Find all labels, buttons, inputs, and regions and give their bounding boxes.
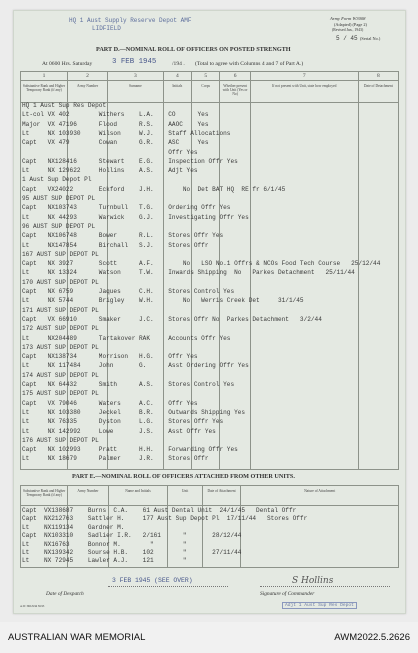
commander-signature: S Hollins	[292, 576, 334, 586]
part-e-title: PART E.—NOMINAL ROLL OF OFFICERS ATTACHED FROM OTHER UNITS.	[72, 473, 295, 480]
roll-entry-line: 95 AUST SUP DEPOT PL	[22, 195, 96, 202]
roll-entry-line: 171 AUST SUP DEPOT PL	[22, 306, 99, 314]
header-corps: Corps	[192, 81, 220, 103]
print-note: A.W. 30m 8/44 50/43	[20, 605, 45, 608]
despatch-date-line	[108, 586, 228, 587]
roll-entry-line: 1 Aust Sup Depot Pl	[22, 176, 92, 184]
header-army-number: Army Number	[68, 486, 108, 506]
header-army-number: Army Number	[68, 81, 108, 103]
roll-entry-line: Lt NX 5744 Brigley W.H. No Werris Creek Det 31/1/45	[22, 297, 304, 305]
roll-entry-line: HQ 1 Aust Sup Res Depot	[22, 102, 107, 109]
col-number: 5	[192, 72, 220, 81]
header-detachment-date: Date of Detachment	[358, 81, 398, 103]
part-d-subtitle-pre: At 0600 Hrs. Saturday	[42, 61, 93, 67]
roll-entry-line: 176 AUST SUP DEPOT PL	[22, 436, 99, 444]
adjt-stamp: Adjt 1 Aust Sup Res Depot	[282, 602, 357, 609]
roll-entry-line: Lt NX 129622 Hollins A.S. Adjt Yes	[22, 167, 198, 175]
roll-entry-line: Capt VX 66910 Smaker J.C. Stores Offr No Parkes Detachment 3/2/44	[22, 315, 322, 323]
roll-entry-line: Capt VX 479 Cowan G.R. ASC Yes	[22, 139, 209, 147]
roll-entry-line: Capt NX 102993 Pratt H.H. Forwarding Offr Yes	[22, 446, 238, 454]
col-number: 1	[21, 72, 68, 81]
form-number: Army Form W3008	[330, 16, 366, 21]
form-revised: (Revised Jan., 1943)	[332, 28, 364, 32]
roll-entry-line: Capt NX 6759 Jaques C.H. Stores Control Yes	[22, 288, 235, 295]
serial-label: (Serial No.)	[360, 36, 381, 41]
header-present: Whether present with Unit (Yes or No)	[220, 81, 250, 103]
col-number: 3	[108, 72, 164, 81]
roll-entry-line: Offr Yes	[22, 148, 198, 156]
attached-entry-line: Lt NX 72945 Lawler A.J. 121 "	[22, 557, 187, 565]
roll-entry-line: Capt NX128416 Stewart E.G. Inspection Offr Yes	[22, 157, 238, 165]
part-d-header-row	[21, 81, 399, 103]
part-d-column-numbers	[21, 72, 399, 81]
roll-entry-line: 172 AUST SUP DEPOT PL	[22, 325, 99, 333]
caption-right: AWM2022.5.2626	[334, 632, 410, 643]
roll-entry-line: Lt NX 103930 Wilson W.J. Staff Allocations	[22, 129, 231, 137]
col-number: 6	[220, 72, 250, 81]
roll-entry-line: Capt NX103743 Turnbull T.G. Ordering Offr Yes	[22, 204, 231, 212]
roll-entry-line: Lt NX 18679 Palmer J.R. Stores Offr	[22, 455, 209, 463]
signature-line	[260, 586, 390, 587]
roll-entry-line: 174 AUST SUP DEPOT PL	[22, 371, 99, 379]
attached-entry-line: Lt NX16763 Bonnor M. " "	[22, 540, 187, 548]
header-unit: Unit	[168, 486, 202, 506]
roll-entry-line: Lt NX 142992 Lowe J.S. Asst Offr Yes	[22, 427, 216, 435]
serial-number: 5 / 45	[336, 35, 358, 42]
header-rank: Substantive Rank and Higher Temporary Rank (if any)	[21, 81, 68, 103]
roll-entry-line: Lt NX 76335 Dyston L.G. Stores Offr Yes	[22, 418, 224, 426]
part-d-year: /194 .	[172, 61, 185, 67]
col-number: 4	[163, 72, 191, 81]
attached-entry-line: Capt NX103310 Sadlier I.R. 2/161 " 28/12/44	[22, 532, 242, 540]
attached-entry-line: Lt NX139342 Sourse H.B. 102 " 27/11/44	[22, 549, 242, 556]
header-initials: Initials	[163, 81, 191, 103]
signature-label: Signature of Commander	[260, 591, 315, 597]
col-number: 2	[68, 72, 108, 81]
part-e-header-row	[21, 486, 399, 506]
roll-entry-line: Capt VX 79046 Waters A.C. Offr Yes	[22, 399, 198, 407]
despatch-date-label: Date of Despatch	[46, 591, 84, 597]
roll-entry-line: Lt NX 103380 Jeckel B.R. Outwards Shipping Yes	[22, 408, 246, 416]
roll-entry-line: Capt VX24022 Eckford J.H. No Det BAT HQ RE fr 6/1/45	[22, 185, 286, 193]
header-employed: If not present with Unit, state how employed	[250, 81, 358, 103]
roll-entry-line: Major VX 47196 Flood R.S. AAOC Yes	[22, 120, 209, 128]
roll-entry-line: 96 AUST SUP DEPOT PL	[22, 222, 96, 230]
roll-entry-line: Lt NX 13324 Watson T.W. Inwards Shipping No Parkes Detachment 25/11/44	[22, 269, 355, 277]
caption-left: AUSTRALIAN WAR MEMORIAL	[8, 632, 146, 643]
roll-entry-line: 173 AUST SUP DEPOT PL	[22, 343, 99, 351]
header-attachment-date: Date of Attachment	[202, 486, 241, 506]
roll-entry-line: 175 AUST SUP DEPOT PL	[22, 390, 99, 398]
part-d-subtitle-post: (Total to agree with Columns 4 and 7 of Part A.)	[195, 61, 304, 67]
roll-entry-line: Capt NX138734 Morrison H.G. Offr Yes	[22, 353, 198, 361]
attached-entry-line: Lt NX119134 Gardner M.	[22, 523, 125, 531]
roll-entry-line: Lt NX 117484 John G. Asst Ordering Offr Yes	[22, 362, 249, 370]
form-adapted: (Adapted) (Page 2)	[334, 22, 367, 27]
roll-entry-line: Capt NX 3927 Scott A.F. No LSO No.1 Offrs & NCOs Food Tech Course 25/12/44	[22, 260, 381, 268]
header-attachment-nature: Nature of Attachment	[241, 486, 399, 506]
col-number: 7	[250, 72, 358, 81]
attached-entry-line: Capt VX138687 Burns C.A. 61 Aust Dental Unit 24/1/45 Dental Offr	[22, 507, 297, 514]
header-rank: Substantive Rank and Higher Temporary Rank (if any)	[21, 486, 68, 506]
roll-entry-line: Lt NX147854 Birchall S.J. Stores Offr	[22, 241, 209, 249]
roll-entry-line: Capt NX106748 Bower R.L. Stores Offr Yes	[22, 232, 224, 240]
roll-entry-line: Lt NX204489 Tartakover RAK Accounts Offr Yes	[22, 334, 231, 342]
header-surname: Surname	[108, 81, 164, 103]
part-d-title: PART D.—NOMINAL ROLL OF OFFICERS ON POSTED STRENGTH	[96, 46, 291, 53]
col-number: 8	[358, 72, 398, 81]
attached-entry-line: Capt NX212763 Sattler H. 177 Aust Sup Depot Pl 17/11/44 Stores Offr	[22, 515, 308, 523]
despatch-date-stamp: 3 FEB 1945 (SEE OVER)	[112, 577, 193, 584]
header-name: Name and Initials	[108, 486, 168, 506]
unit-stamp-place: LIDFIELD	[92, 25, 121, 32]
roll-entry-line: 167 AUST SUP DEPOT PL	[22, 250, 99, 258]
roll-entry-line: Lt NX 44293 Warwick G.J. Investigating Offr Yes	[22, 213, 249, 221]
roll-entry-line: Lt-col VX 402 Withers L.A. CO Yes	[22, 111, 209, 119]
army-form-sheet	[13, 10, 406, 614]
roll-entry-line: 170 AUST SUP DEPOT PL	[22, 278, 99, 286]
date-stamp: 3 FEB 1945	[112, 58, 157, 66]
roll-entry-line: Capt NX 64432 Smith A.S. Stores Control Yes	[22, 381, 235, 388]
unit-stamp: HQ 1 Aust Supply Reserve Depot AMF	[69, 17, 192, 24]
